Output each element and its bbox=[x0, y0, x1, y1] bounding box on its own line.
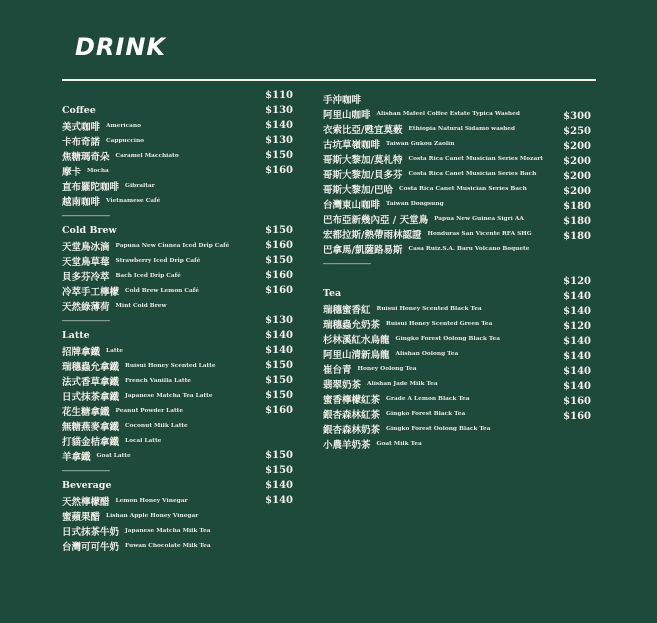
item-name-en: Papua New Guinea Sigri AA bbox=[434, 215, 524, 222]
item-price: $110 bbox=[265, 90, 293, 101]
menu-item bbox=[323, 301, 563, 316]
item-name-en: Gibraltar bbox=[125, 182, 155, 189]
section-heading-text: Coffee bbox=[62, 105, 96, 116]
menu-item bbox=[62, 118, 262, 133]
section-divider bbox=[62, 313, 262, 328]
item-name-zh: 台灣東山咖啡 bbox=[323, 199, 381, 211]
item-name-zh: 打貓金桔拿鐵 bbox=[62, 436, 120, 448]
item-name-zh: 台灣可可牛奶 bbox=[62, 541, 120, 553]
item-name-zh: 阿里山咖啡 bbox=[323, 109, 371, 121]
item-name-zh: 法式香草拿鐵 bbox=[62, 376, 120, 388]
item-price bbox=[250, 178, 293, 193]
section-heading bbox=[323, 286, 563, 301]
item-name-en: Local Latte bbox=[125, 437, 162, 444]
menu-item bbox=[62, 358, 262, 373]
dashed-divider: ——————————— bbox=[62, 316, 110, 325]
item-name-zh: 天堂鳥冰滴 bbox=[62, 241, 110, 253]
item-name-zh: 直布羅陀咖啡 bbox=[62, 181, 120, 193]
item-name-en: Alishan Mafeel Coffee Estate Typica Washed bbox=[376, 110, 520, 117]
item-name-en: Honduras San Vicente RFA SHG bbox=[427, 230, 532, 237]
item-price: $140 bbox=[265, 345, 293, 356]
item-name-zh: 瑞穗蟲允奶茶 bbox=[323, 319, 381, 331]
item-price: $140 bbox=[563, 366, 591, 377]
item-name-en: Latte bbox=[106, 347, 123, 354]
menu-item bbox=[323, 346, 563, 361]
item-price: $150 bbox=[265, 360, 293, 371]
item-name-zh: 衣索比亞/甦宜莫薮 bbox=[323, 124, 403, 136]
menu-item bbox=[62, 523, 262, 538]
item-price: $160 bbox=[265, 405, 293, 416]
item-price: $150 bbox=[265, 390, 293, 401]
item-name-en: Honey Oolong Tea bbox=[357, 365, 417, 372]
item-name-en: Coconut Milk Latte bbox=[125, 422, 188, 429]
left-price-column bbox=[250, 88, 293, 508]
item-name-zh: 巴布亞新幾內亞 / 天堂鳥 bbox=[323, 214, 429, 226]
item-name-zh: 冷萃手工檸檬 bbox=[62, 286, 120, 298]
menu-item bbox=[62, 508, 262, 523]
menu-item bbox=[323, 241, 563, 256]
item-price: $150 bbox=[265, 225, 293, 236]
menu-item bbox=[62, 388, 262, 403]
item-price: $140 bbox=[265, 480, 293, 491]
item-name-zh: 天然綠薄荷 bbox=[62, 301, 110, 313]
item-name-zh: 古坑草嶺咖啡 bbox=[323, 139, 381, 151]
item-name-zh: 手沖咖啡 bbox=[323, 94, 362, 106]
item-name-en: Ethiopia Natural Sidamo washed bbox=[408, 125, 516, 132]
menu-item bbox=[62, 403, 262, 418]
item-price bbox=[548, 259, 591, 274]
menu-item bbox=[323, 406, 563, 421]
item-price: $200 bbox=[563, 141, 591, 152]
section-heading-text: Tea bbox=[323, 288, 342, 299]
item-price: $140 bbox=[563, 291, 591, 302]
menu-item bbox=[62, 133, 262, 148]
item-price: $120 bbox=[563, 321, 591, 332]
item-name-en: Mocha bbox=[87, 167, 109, 174]
item-price: $130 bbox=[265, 315, 293, 326]
item-name-zh: 蜜香檸檬紅茶 bbox=[323, 394, 381, 406]
menu-item bbox=[62, 343, 262, 358]
item-name-zh: 哥斯大黎加/貝多芬 bbox=[323, 169, 403, 181]
menu-title: DRINK bbox=[75, 33, 167, 61]
item-name-zh: 摩卡 bbox=[62, 166, 82, 178]
item-name-zh: 卡布奇諾 bbox=[62, 136, 101, 148]
menu-item bbox=[323, 196, 563, 211]
section-divider bbox=[62, 208, 262, 223]
menu-item bbox=[323, 376, 563, 391]
item-name-en: Papuna New Ciunea Iced Drip Café bbox=[115, 242, 230, 249]
section-divider bbox=[323, 256, 563, 271]
dashed-divider: ——————————— bbox=[62, 466, 110, 475]
menu-item bbox=[323, 106, 563, 121]
item-name-zh: 天堂鳥草莓 bbox=[62, 256, 110, 268]
menu-item bbox=[323, 136, 563, 151]
item-price: $250 bbox=[563, 126, 591, 137]
item-price: $180 bbox=[563, 231, 591, 242]
section-heading-text: Cold Brew bbox=[62, 225, 117, 236]
section-heading bbox=[62, 328, 262, 343]
item-name-en: Japanese Matcha Tea Latte bbox=[125, 392, 213, 399]
menu-item bbox=[323, 436, 563, 451]
item-name-en: Gingko Forest Black Tea bbox=[386, 410, 466, 417]
section-heading bbox=[62, 223, 262, 238]
menu-item bbox=[323, 91, 563, 106]
item-price: $140 bbox=[265, 495, 293, 506]
item-price: $300 bbox=[563, 111, 591, 122]
item-name-en: Ruisui Honey Scented Green Tea bbox=[386, 320, 493, 327]
item-name-zh: 招牌拿鐵 bbox=[62, 346, 101, 358]
item-price: $140 bbox=[563, 351, 591, 362]
spacer bbox=[323, 271, 563, 286]
menu-item bbox=[62, 163, 262, 178]
item-name-zh: 哥斯大黎加/巴哈 bbox=[323, 184, 393, 196]
item-price bbox=[250, 418, 293, 433]
right-menu-column bbox=[323, 91, 563, 451]
item-price: $140 bbox=[563, 381, 591, 392]
item-name-zh: 小農羊奶茶 bbox=[323, 439, 371, 451]
item-price bbox=[548, 244, 591, 259]
item-price: $200 bbox=[563, 156, 591, 167]
menu-item bbox=[62, 373, 262, 388]
menu-item bbox=[323, 181, 563, 196]
item-name-en: Gingko Forest Oolong Black Tea bbox=[386, 425, 491, 432]
item-price bbox=[250, 433, 293, 448]
item-price: $130 bbox=[265, 135, 293, 146]
item-name-zh: 越南咖啡 bbox=[62, 196, 101, 208]
item-name-en: Cappuccino bbox=[106, 137, 145, 144]
item-name-en: Lemon Honey Vinegar bbox=[115, 497, 188, 504]
item-price: $120 bbox=[563, 276, 591, 287]
item-name-zh: 翡翠奶茶 bbox=[323, 379, 362, 391]
item-name-en: French Vanilla Latte bbox=[125, 377, 191, 384]
item-name-en: Vietnamese Café bbox=[106, 197, 161, 204]
item-price: $150 bbox=[265, 450, 293, 461]
section-heading bbox=[62, 478, 262, 493]
item-name-en: Costa Rica Canet Musician Series Mozart bbox=[408, 155, 543, 162]
item-name-zh: 哥斯大黎加/莫札特 bbox=[323, 154, 403, 166]
item-name-zh: 貝多芬冷萃 bbox=[62, 271, 110, 283]
item-price: $160 bbox=[563, 411, 591, 422]
menu-item bbox=[62, 193, 262, 208]
left-menu-column bbox=[62, 103, 262, 553]
item-name-en: Alishan Jade Milk Tea bbox=[367, 380, 438, 387]
menu-item bbox=[62, 418, 262, 433]
item-name-zh: 瑞穗蟲允拿鐵 bbox=[62, 361, 120, 373]
item-name-en: Cold Brew Lemon Café bbox=[125, 287, 199, 294]
menu-item bbox=[62, 298, 262, 313]
item-name-en: Taiwan Gukou Zaolin bbox=[386, 140, 455, 147]
item-name-zh: 無糖燕麥拿鐵 bbox=[62, 421, 120, 433]
item-name-zh: 焦糖瑪奇朵 bbox=[62, 151, 110, 163]
menu-item bbox=[62, 178, 262, 193]
item-name-zh: 巴拿馬/凱薩路易斯 bbox=[323, 244, 403, 256]
item-name-en: Japanese Matcha Milk Tea bbox=[125, 527, 211, 534]
item-name-en: Bach Iced Drip Café bbox=[115, 272, 181, 279]
item-price: $140 bbox=[265, 120, 293, 131]
item-price bbox=[250, 298, 293, 313]
item-price bbox=[548, 94, 591, 109]
menu-item bbox=[323, 166, 563, 181]
item-name-zh: 崔台青 bbox=[323, 364, 352, 376]
item-name-zh: 瑞穗蜜香紅 bbox=[323, 304, 371, 316]
item-name-en: Gingko Forest Oolong Black Tea bbox=[395, 335, 500, 342]
item-name-zh: 銀杏森林紅茶 bbox=[323, 409, 381, 421]
item-name-zh: 日式抹茶牛奶 bbox=[62, 526, 120, 538]
item-name-zh: 銀杏森林奶茶 bbox=[323, 424, 381, 436]
item-name-en: Caramel Macchiato bbox=[115, 152, 179, 159]
menu-item bbox=[62, 238, 262, 253]
item-name-en: Alishan Oolong Tea bbox=[395, 350, 459, 357]
title-divider bbox=[62, 79, 596, 81]
item-name-en: Mint Cold Brew bbox=[115, 302, 167, 309]
menu-item bbox=[62, 538, 262, 553]
item-name-en: Grade A Lemon Black Tea bbox=[386, 395, 470, 402]
right-price-column bbox=[548, 94, 591, 424]
item-price: $160 bbox=[265, 240, 293, 251]
menu-item bbox=[323, 226, 563, 241]
menu-item bbox=[323, 151, 563, 166]
item-name-zh: 宏都拉斯/熱帶雨林認證 bbox=[323, 229, 422, 241]
item-price: $200 bbox=[563, 171, 591, 182]
item-name-zh: 花生糖拿鐵 bbox=[62, 406, 110, 418]
item-price: $150 bbox=[265, 255, 293, 266]
item-name-zh: 杉林溪紅水烏龍 bbox=[323, 334, 390, 346]
item-name-en: Goat Latte bbox=[96, 452, 131, 459]
section-heading-text: Beverage bbox=[62, 480, 112, 491]
item-price: $160 bbox=[265, 270, 293, 281]
menu-item bbox=[62, 283, 262, 298]
dashed-divider: ——————————— bbox=[323, 259, 371, 268]
item-price: $200 bbox=[563, 186, 591, 197]
item-name-en: Ruisui Honey Scented Black Tea bbox=[376, 305, 482, 312]
item-price: $160 bbox=[265, 165, 293, 176]
menu-item bbox=[62, 148, 262, 163]
item-name-en: Costa Rica Canet Musician Series Bach bbox=[398, 185, 527, 192]
menu-item bbox=[62, 253, 262, 268]
item-name-en: Peanut Powder Latte bbox=[115, 407, 184, 414]
item-name-en: Casa Ruiz.S.A. Baru Volcano Boquete bbox=[408, 245, 530, 252]
item-name-zh: 日式抹茶拿鐵 bbox=[62, 391, 120, 403]
item-name-zh: 天然檸檬醋 bbox=[62, 496, 110, 508]
item-price bbox=[250, 193, 293, 208]
item-price: $160 bbox=[563, 396, 591, 407]
section-heading-text: Latte bbox=[62, 330, 90, 341]
dashed-divider: ——————————— bbox=[62, 211, 110, 220]
item-price: $180 bbox=[563, 216, 591, 227]
item-name-en: Costa Rica Canet Musician Series Bach bbox=[408, 170, 537, 177]
menu-item bbox=[323, 121, 563, 136]
section-divider bbox=[62, 463, 262, 478]
item-name-en: Taiwan Dongsung bbox=[386, 200, 444, 207]
item-name-en: Ruisui Honey Scented Latte bbox=[125, 362, 216, 369]
item-price: $140 bbox=[265, 330, 293, 341]
item-name-zh: 蜜蘋果醋 bbox=[62, 511, 101, 523]
item-name-zh: 阿里山清新烏龍 bbox=[323, 349, 390, 361]
item-price: $130 bbox=[265, 105, 293, 116]
item-name-zh: 美式咖啡 bbox=[62, 121, 101, 133]
menu-item bbox=[62, 268, 262, 283]
item-name-en: Lishan Apple Honey Vinegar bbox=[106, 512, 199, 519]
menu-item bbox=[323, 331, 563, 346]
section-heading bbox=[62, 103, 262, 118]
item-price: $140 bbox=[563, 336, 591, 347]
item-price: $180 bbox=[563, 201, 591, 212]
item-price bbox=[250, 208, 293, 223]
item-name-en: Strawberry Iced Drip Café bbox=[115, 257, 201, 264]
item-name-en: Americano bbox=[106, 122, 141, 129]
menu-item bbox=[323, 391, 563, 406]
item-name-en: Fuwan Chocolate Milk Tea bbox=[125, 542, 211, 549]
item-price: $150 bbox=[265, 375, 293, 386]
item-price: $140 bbox=[563, 306, 591, 317]
menu-item bbox=[323, 361, 563, 376]
menu-item bbox=[323, 316, 563, 331]
item-name-zh: 羊拿鐵 bbox=[62, 451, 91, 463]
item-price: $150 bbox=[265, 150, 293, 161]
menu-item bbox=[323, 421, 563, 436]
item-name-en: Goat Milk Tea bbox=[376, 440, 422, 447]
item-price: $150 bbox=[265, 465, 293, 476]
item-price: $160 bbox=[265, 285, 293, 296]
menu-item bbox=[62, 493, 262, 508]
menu-item bbox=[323, 211, 563, 226]
menu-item bbox=[62, 433, 262, 448]
menu-item bbox=[62, 448, 262, 463]
